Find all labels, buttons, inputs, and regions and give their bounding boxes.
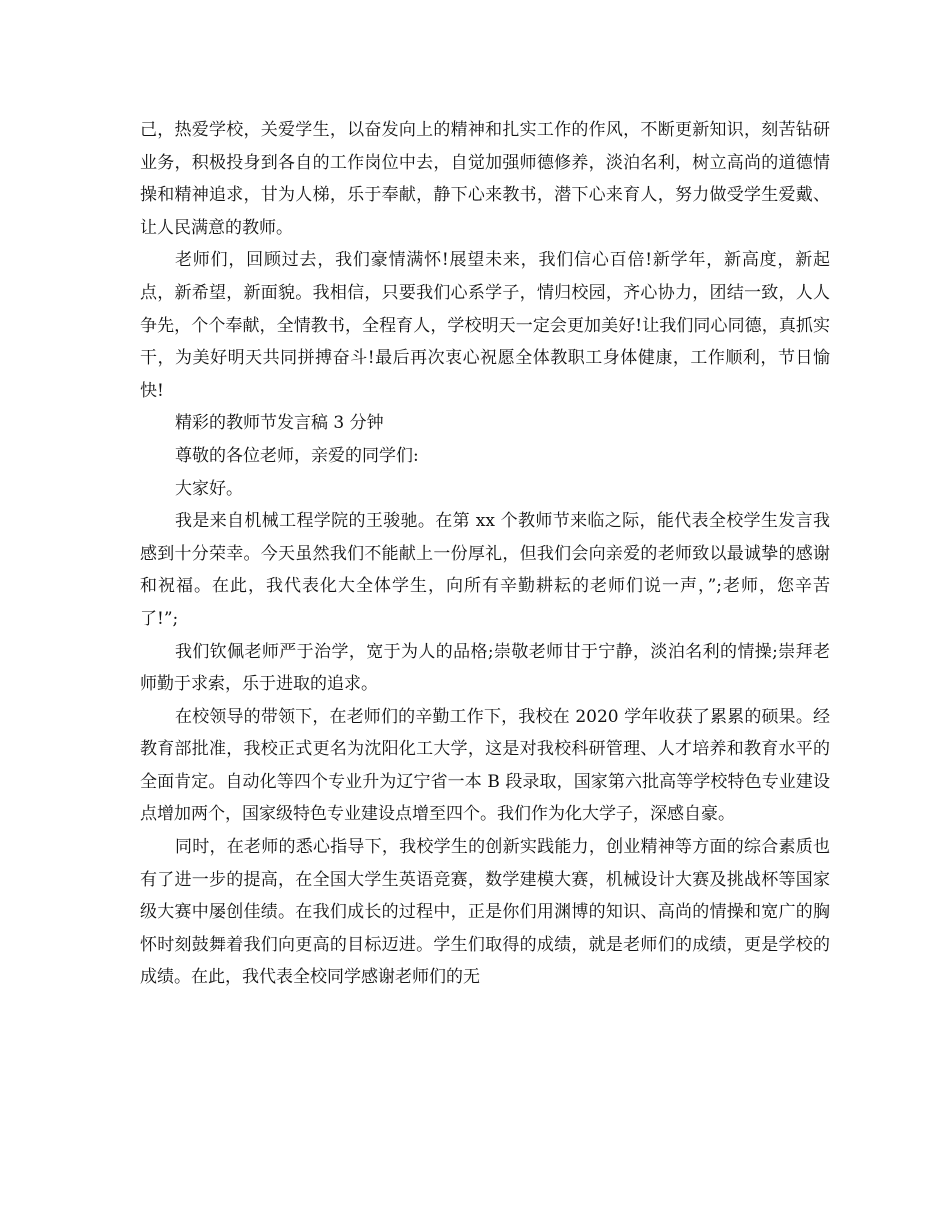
paragraph-student-growth: 同时，在老师的悉心指导下，我校学生的创新实践能力，创业精神等方面的综合素质也有了进一步的提高，在全国大学生英语竞赛，数学建模大赛，机械设计大赛及挑战杯等国家级大赛中屡创佳绩。在我们成长的过程中，正是你们用渊博的知识、高尚的情操和宽广的胸怀时刻鼓舞着我们向更高的目标迈进。学生们取得的成绩，就是老师们的成绩，更是学校的成绩。在此，我代表全校同学感谢老师们的无 — [140, 837, 830, 988]
paragraph-introduction: 我是来自机械工程学院的王骏驰。在第 xx 个教师节来临之际，能代表全校学生发言我感到十分荣幸。今天虽然我们不能献上一份厚礼，但我们会向亲爱的老师致以最诚挚的感谢和祝福。在此，我代表化大全体学生，向所有辛勤耕耘的老师们说一声，”;老师，您辛苦了!”; — [140, 511, 830, 629]
paragraph-admiration: 我们钦佩老师严于治学，宽于为人的品格;崇敬老师甘于宁静，淡泊名利的情操;崇拜老师勤于求索，乐于进取的追求。 — [140, 641, 830, 695]
salutation: 尊敬的各位老师，亲爱的同学们: — [175, 445, 419, 466]
speech-title: 精彩的教师节发言稿 3 分钟 — [175, 413, 384, 434]
paragraph-teachers-look-back: 老师们，回顾过去，我们豪情满怀!展望未来，我们信心百倍!新学年，新高度，新起点，新希望，新面貌。我相信，只要我们心系学子，情归校园，齐心协力，团结一致，人人争先，个个奉献，全情教书，全程育人，学校明天一定会更加美好!让我们同心同德，真抓实干，为美好明天共同拼搏奋斗!最后再次衷心祝愿全体教职工身体健康，工作顺利，节日愉快! — [140, 250, 830, 401]
paragraph-continuation: 己，热爱学校，关爱学生，以奋发向上的精神和扎实工作的作风，不断更新知识，刻苦钻研业务，积极投身到各自的工作岗位中去，自觉加强师德修养，淡泊名利，树立高尚的道德情操和精神追求，甘为人梯，乐于奉献，静下心来教书，潜下心来育人，努力做受学生爱戴、让人民满意的教师。 — [140, 120, 830, 238]
document-body — [140, 114, 830, 994]
paragraph-achievements: 在校领导的带领下，在老师们的辛勤工作下，我校在 2020 学年收获了累累的硕果。经教育部批准，我校正式更名为沈阳化工大学，这是对我校科研管理、人才培养和教育水平的全面肯定。自动化等四个专业升为辽宁省一本 B 段录取，国家第六批高等学校特色专业建设点增加两个，国家级特色专业建设点增至四个。我们作为化大学子，深感自豪。 — [140, 706, 830, 825]
greeting: 大家好。 — [175, 478, 243, 499]
